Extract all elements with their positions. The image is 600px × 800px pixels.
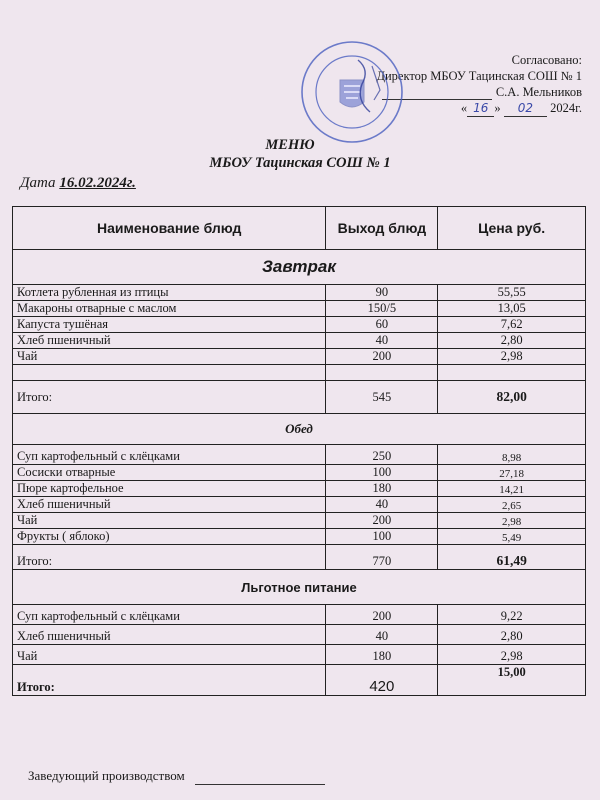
approval-director: Директор МБОУ Тацинская СОШ № 1 <box>376 69 582 83</box>
signature-line <box>195 768 325 785</box>
total-label: Итого: <box>13 381 326 414</box>
date-value: 16.02.2024г. <box>59 175 136 191</box>
total-price: 82,00 <box>438 381 586 414</box>
dish-portion: 150/5 <box>326 301 438 317</box>
section-title: Завтрак <box>13 250 586 285</box>
dish-portion: 60 <box>326 317 438 333</box>
dish-price: 27,18 <box>438 465 586 481</box>
empty-row <box>13 365 586 381</box>
approval-name: С.А. Мельников <box>495 85 582 99</box>
table-row <box>13 605 586 625</box>
footer-signature <box>28 768 325 785</box>
footer-label: Заведующий производством <box>28 768 185 783</box>
dish-portion: 180 <box>326 645 438 665</box>
dish-portion: 90 <box>326 285 438 301</box>
total-row-lunch <box>13 545 586 570</box>
section-title: Льготное питание <box>13 570 586 605</box>
dish-name: Пюре картофельное <box>13 481 326 497</box>
dish-name: Макароны отварные с маслом <box>13 301 326 317</box>
section-preferential <box>13 570 586 605</box>
dish-portion: 200 <box>326 605 438 625</box>
total-price: 15,00 <box>438 665 586 696</box>
header-dish-name: Наименование блюд <box>13 207 326 250</box>
dish-name: Суп картофельный с клёцками <box>13 605 326 625</box>
dish-name: Сосиски отварные <box>13 465 326 481</box>
dish-name: Хлеб пшеничный <box>13 333 326 349</box>
dish-name: Суп картофельный с клёцками <box>13 445 326 465</box>
table-row <box>13 645 586 665</box>
dish-portion: 200 <box>326 349 438 365</box>
dish-price: 2,98 <box>438 349 586 365</box>
dish-name: Хлеб пшеничный <box>13 497 326 513</box>
approval-year: 2024г. <box>550 101 582 115</box>
table-row <box>13 497 586 513</box>
dish-name: Капуста тушёная <box>13 317 326 333</box>
table-header-row <box>13 207 586 250</box>
dish-price: 2,80 <box>438 333 586 349</box>
dish-name: Чай <box>13 645 326 665</box>
header-price: Цена руб. <box>438 207 586 250</box>
approval-date: « 16 » 02 2024г. <box>460 101 582 115</box>
section-breakfast <box>13 250 586 285</box>
dish-price: 8,98 <box>438 445 586 465</box>
total-portion: 770 <box>326 545 438 570</box>
dish-price: 5,49 <box>438 529 586 545</box>
header-portion: Выход блюд <box>326 207 438 250</box>
menu-date <box>20 175 136 192</box>
approval-block <box>376 52 582 117</box>
dish-price: 14,21 <box>438 481 586 497</box>
approval-month: 02 <box>504 100 547 117</box>
dish-price: 55,55 <box>438 285 586 301</box>
dish-name: Котлета рубленная из птицы <box>13 285 326 301</box>
dish-portion: 200 <box>326 513 438 529</box>
dish-portion: 100 <box>326 529 438 545</box>
dish-price: 2,98 <box>438 513 586 529</box>
total-label: Итого: <box>13 665 326 696</box>
dish-name: Чай <box>13 513 326 529</box>
dish-portion: 180 <box>326 481 438 497</box>
total-row-breakfast <box>13 381 586 414</box>
menu-title: МЕНЮ <box>265 137 315 153</box>
total-label: Итого: <box>13 545 326 570</box>
table-row <box>13 445 586 465</box>
table-row <box>13 285 586 301</box>
dish-price: 2,65 <box>438 497 586 513</box>
section-title: Обед <box>13 414 586 445</box>
dish-price: 2,80 <box>438 625 586 645</box>
dish-portion: 100 <box>326 465 438 481</box>
table-row <box>13 529 586 545</box>
dish-price: 13,05 <box>438 301 586 317</box>
dish-name: Хлеб пшеничный <box>13 625 326 645</box>
table-row <box>13 349 586 365</box>
section-lunch <box>13 414 586 445</box>
dish-portion: 40 <box>326 497 438 513</box>
approval-day: 16 <box>467 100 494 117</box>
table-row <box>13 625 586 645</box>
table-row <box>13 333 586 349</box>
table-row <box>13 465 586 481</box>
dish-portion: 250 <box>326 445 438 465</box>
dish-name: Чай <box>13 349 326 365</box>
menu-table <box>12 206 586 696</box>
approval-name-line <box>376 84 582 100</box>
table-row <box>13 481 586 497</box>
total-price: 61,49 <box>438 545 586 570</box>
dish-portion: 40 <box>326 333 438 349</box>
total-portion: 545 <box>326 381 438 414</box>
official-seal-stamp <box>300 40 405 145</box>
table-row <box>13 317 586 333</box>
school-name: МБОУ Тацинская СОШ № 1 <box>209 155 391 171</box>
dish-price: 9,22 <box>438 605 586 625</box>
dish-portion: 40 <box>326 625 438 645</box>
dish-price: 2,98 <box>438 645 586 665</box>
total-portion: 420 <box>326 665 438 696</box>
dish-price: 7,62 <box>438 317 586 333</box>
dish-name: Фрукты ( яблоко) <box>13 529 326 545</box>
date-label: Дата <box>20 175 56 191</box>
table-row <box>13 513 586 529</box>
table-row <box>13 301 586 317</box>
total-row-preferential <box>13 665 586 696</box>
approval-heading: Согласовано: <box>511 53 582 67</box>
